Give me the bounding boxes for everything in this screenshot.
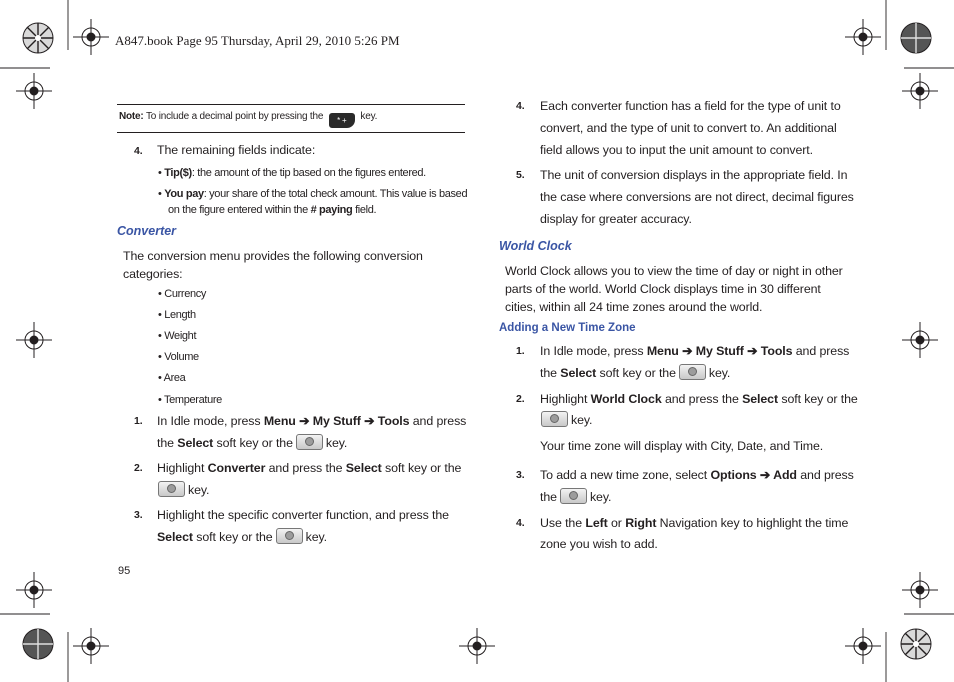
text: key. [589,490,612,504]
text: or [607,516,626,530]
page-header: A847.book Page 95 Thursday, April 29, 2010 5:26 PM [115,33,400,48]
step-number: 4. [516,517,525,529]
category-item: • Currency [158,288,207,300]
category-item: • Area [158,372,186,384]
text: To add a new time zone, select [540,468,711,482]
registration-mark-icon [459,628,495,664]
bold-label: Tip($) [164,167,192,179]
text: soft key or the [596,366,676,380]
category-item: • Weight [158,330,197,342]
registration-mark-icon [902,572,938,608]
note-box [117,104,465,133]
text: Use the [540,516,586,530]
text: key. [571,413,593,427]
step-text: field allows you to input the unit amount to convert. [540,143,813,157]
step-text [157,457,461,479]
text: and press the [265,461,346,475]
registration-mark-icon [845,628,881,664]
step-text: the case where conversions are not direct, decimal figures [540,190,854,204]
soft-key-icon [296,434,323,450]
bullet-youpay: • You pay: your share of the total check amount. This value is based [158,188,468,200]
registration-mark-icon [16,73,52,109]
step-number: 4. [516,100,525,112]
bold-label: Right [625,516,657,530]
text: Highlight [157,461,208,475]
step-number: 4. [134,145,143,157]
category-text: Temperature [164,394,222,406]
step-note: Your time zone will display with City, Date, and Time. [540,439,824,453]
text: key. [325,436,348,450]
step-number: 2. [134,462,143,474]
paragraph: World Clock allows you to view the time of day or night in other [505,264,843,278]
bold-label: World Clock [590,392,662,406]
star-key-icon: * + [329,113,355,128]
step-text: The unit of conversion displays in the appropriate field. In [540,168,848,182]
bold-label: Select [177,436,214,450]
category-text: Volume [164,351,199,363]
section-heading: World Clock [499,239,572,253]
bullet-text: : the amount of the tip based on the figures entered. [191,167,426,179]
bold-label: Left [585,516,608,530]
color-wheel-icon [21,627,55,661]
bold-label: Options [710,468,757,482]
page-number: 95 [118,565,131,577]
text: soft key or the [381,461,462,475]
bold-label: Select [345,461,382,475]
step-text [540,388,858,410]
text: the [540,366,561,380]
text: Navigation key to highlight the time [656,516,849,530]
arrow: ➔ [360,414,378,428]
registration-mark-icon [16,572,52,608]
bullet-youpay-cont [168,202,376,218]
registration-mark-icon [16,322,52,358]
bullet-text: field. [352,204,377,216]
text: and press the [661,392,743,406]
step-text: display for greater accuracy. [540,212,692,226]
step-text [540,340,849,362]
bold-label: Select [742,392,779,406]
paragraph: The conversion menu provides the following conversion [123,249,423,263]
step-text: Each converter function has a field for the type of unit to [540,99,841,113]
registration-mark-icon [902,322,938,358]
registration-mark-icon [73,628,109,664]
bold-label: You pay [164,188,204,200]
arrow: ➔ [295,414,313,428]
paragraph: parts of the world. World Clock displays time in 30 different [505,282,821,296]
arrow: ➔ [743,344,761,358]
step-text [157,432,347,454]
text: the [540,490,557,504]
text: In Idle mode, press [540,344,647,358]
soft-key-icon [276,528,303,544]
text: key. [188,483,210,497]
category-item: • Length [158,309,196,321]
step-text: zone you wish to add. [540,537,658,551]
registration-mark-icon [73,19,109,55]
text: soft key or the [192,530,273,544]
bold-label: Tools [760,344,793,358]
color-wheel-icon [899,627,933,661]
arrow: ➔ [756,468,774,482]
note-text: To include a decimal point by pressing the [145,111,324,122]
registration-mark-icon [845,19,881,55]
bold-label: # paying [310,204,353,216]
bold-label: Tools [377,414,410,428]
note-text-end: key. [360,111,378,122]
step-text [540,512,848,534]
step-number: 3. [516,469,525,481]
soft-key-icon [158,481,185,497]
category-item: • Temperature [158,394,222,406]
category-item: • Volume [158,351,199,363]
text: the [157,436,178,450]
text: soft key or the [778,392,858,406]
step-text: Highlight the specific converter function, and press the [157,508,449,522]
bold-label: Add [773,468,797,482]
note-label: Note: [119,111,144,122]
step-number: 1. [134,415,143,427]
soft-key-icon [560,488,587,504]
bold-label: Menu [646,344,679,358]
step-number: 1. [516,345,525,357]
step-number: 2. [516,393,525,405]
bold-label: Select [157,530,193,544]
step-text [540,362,730,384]
section-heading: Converter [117,224,177,238]
step-number: 3. [134,509,143,521]
bold-label: My Stuff [695,344,744,358]
step-text: convert, and the type of unit to convert to. An additional [540,121,837,135]
text: and press [409,414,467,428]
color-wheel-icon [899,21,933,55]
step-number: 5. [516,169,525,181]
step-text [157,410,466,432]
soft-key-icon [541,411,568,427]
text: In Idle mode, press [157,414,264,428]
step-text [540,486,611,508]
category-text: Length [164,309,196,321]
text: and press [792,344,850,358]
text: key. [708,366,731,380]
registration-mark-icon [902,73,938,109]
bold-label: Converter [207,461,266,475]
color-wheel-icon [21,21,55,55]
paragraph: cities, within all 24 time zones around the world. [505,300,763,314]
arrow: ➔ [678,344,696,358]
text: soft key or the [213,436,293,450]
step-text [540,464,854,486]
step-text [155,479,209,501]
bullet-tip: • Tip($): the amount of the tip based on the figures entered. [158,167,426,179]
step-text [157,526,327,548]
category-text: Area [163,372,186,384]
text: key. [305,530,327,544]
bold-label: Menu [263,414,296,428]
list-item-text: The remaining fields indicate: [157,143,316,157]
text: and press [796,468,854,482]
list-item [134,139,143,162]
category-text: Weight [164,330,197,342]
step-text [538,409,592,431]
bold-label: My Stuff [312,414,361,428]
subsection-heading: Adding a New Time Zone [499,322,636,334]
paragraph: categories: [123,267,183,281]
soft-key-icon [679,364,706,380]
text: Highlight [540,392,591,406]
bullet-text: on the figure entered within the [168,204,311,216]
category-text: Currency [164,288,207,300]
bold-label: Select [560,366,597,380]
bullet-text: : your share of the total check amount. This value is based [203,188,468,200]
